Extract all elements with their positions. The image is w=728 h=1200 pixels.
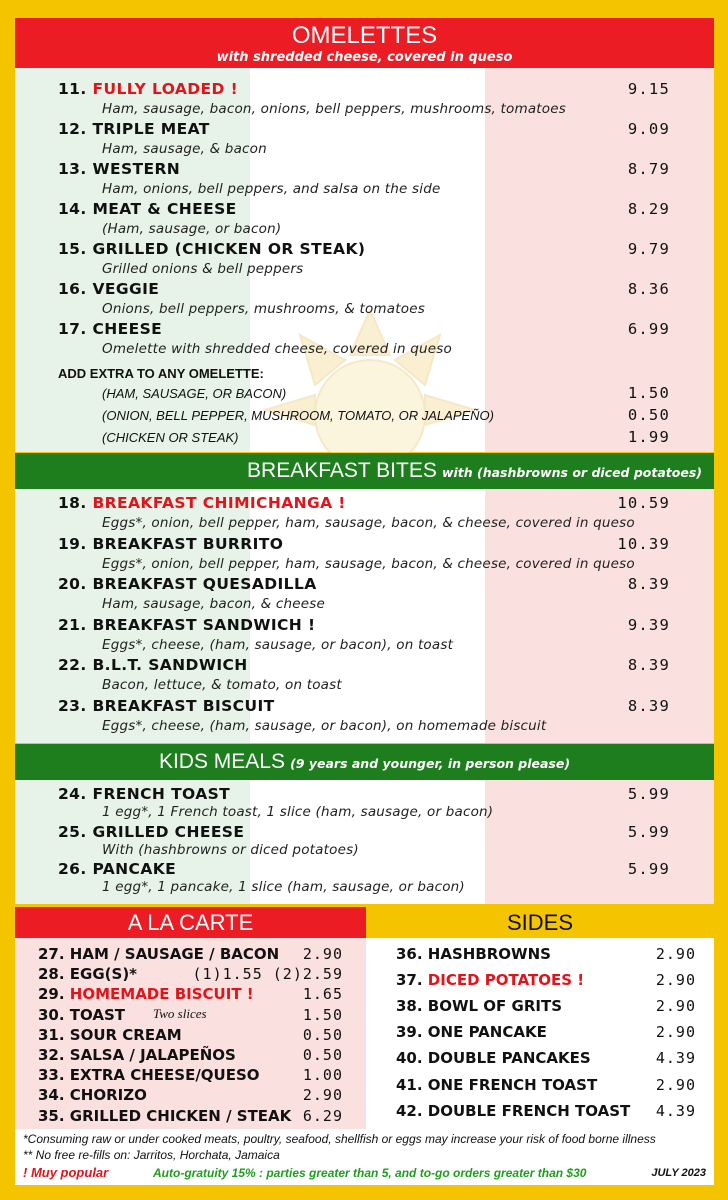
item-price: 9.09 — [627, 120, 670, 138]
extra-price: 1.99 — [627, 428, 670, 446]
footer — [15, 1129, 714, 1185]
alacarte-item-name: 29. — [38, 985, 70, 1004]
item-name — [58, 280, 159, 298]
alacarte-item-price: 1.65 — [302, 985, 343, 1004]
side-item-price: 4.39 — [655, 1049, 696, 1068]
item-number-label: 12. TRIPLE MEAT — [58, 120, 210, 138]
extra-price: 0.50 — [627, 406, 670, 424]
menu-item — [58, 656, 670, 678]
extra-option: (CHICKEN OR STEAK) — [102, 430, 239, 445]
alacarte-item-name: 32. SALSA / JALAPEÑOS — [38, 1046, 236, 1064]
item-description: Ham, sausage, bacon, onions, bell peppers, mushrooms, tomatoes — [102, 101, 566, 117]
item-name — [58, 200, 237, 218]
alacarte-item-name: 35. GRILLED CHICKEN / STEAK — [38, 1106, 292, 1125]
alacarte-item-name: 34. CHORIZO — [38, 1086, 147, 1105]
extra-price: 1.50 — [627, 384, 670, 402]
item-description: Eggs*, cheese, (ham, sausage, or bacon), on homemade biscuit — [102, 717, 547, 734]
item-name: 26. PANCAKE — [58, 860, 177, 878]
item-name: 24. FRENCH TOAST — [58, 785, 231, 803]
alacarte-item-price: 0.50 — [302, 1046, 343, 1064]
menu-item — [58, 120, 670, 142]
side-item-name: 39. ONE PANCAKE — [396, 1023, 547, 1042]
footer-date: JULY 2023 — [651, 1167, 706, 1179]
item-name — [58, 697, 275, 715]
item-name — [58, 494, 346, 512]
alacarte-item-price: 2.90 — [302, 945, 343, 963]
alacarte-item-name: 31. SOUR CREAM — [38, 1025, 182, 1044]
alacarte-popular-label: HOMEMADE BISCUIT ! — [69, 985, 254, 1004]
alacarte-title: A LA CARTE — [15, 907, 366, 938]
footer-popular: ! Muy popular — [23, 1165, 109, 1180]
alacarte-item — [38, 945, 343, 965]
item-name — [58, 575, 317, 593]
side-item — [396, 1049, 696, 1069]
item-description: Omelette with shredded cheese, covered in queso — [102, 341, 452, 357]
item-number-label: 14. MEAT & CHEESE — [58, 200, 237, 218]
alacarte-item-price: 0.50 — [302, 1025, 343, 1044]
alacarte-item-name: 27. HAM / SAUSAGE / BACON — [38, 945, 280, 963]
side-item — [396, 1076, 696, 1096]
item-price: 8.39 — [627, 696, 670, 715]
item-price: 5.99 — [627, 785, 670, 803]
alacarte-item — [38, 985, 343, 1005]
menu-item — [58, 494, 670, 516]
side-item — [396, 1023, 696, 1043]
item-number-label: 11. — [58, 80, 93, 98]
breakfast-subtitle: with (hashbrowns or diced potatoes) — [441, 465, 702, 480]
item-name — [58, 616, 315, 634]
item-name — [58, 320, 162, 338]
menu-item — [58, 240, 670, 262]
sides-title: SIDES — [366, 907, 714, 938]
item-price: 5.99 — [627, 860, 670, 878]
item-name — [58, 160, 180, 178]
side-item-price: 2.90 — [655, 971, 696, 990]
item-price: 10.59 — [617, 494, 670, 512]
alacarte-item-price: 1.00 — [302, 1066, 343, 1085]
footer-refills: ** No free re-fills on: Jarritos, Horchata, Jamaica — [23, 1148, 280, 1162]
item-name — [58, 240, 365, 258]
alacarte-item — [38, 1086, 343, 1106]
item-description: 1 egg*, 1 French toast, 1 slice (ham, sausage, or bacon) — [102, 804, 494, 820]
side-item — [396, 971, 696, 991]
item-number-label: 16. VEGGIE — [58, 280, 160, 298]
side-popular-label: DICED POTATOES ! — [427, 971, 585, 990]
menu-item — [58, 160, 670, 182]
item-price: 9.79 — [627, 240, 670, 258]
alacarte-item — [38, 1046, 343, 1066]
side-item — [396, 945, 696, 965]
item-name — [58, 535, 283, 553]
side-item-name: 42. DOUBLE FRENCH TOAST — [396, 1101, 631, 1120]
item-popular-label: FULLY LOADED ! — [92, 80, 239, 98]
item-name: 25. GRILLED CHEESE — [58, 822, 245, 841]
item-number-label: 18. — [58, 494, 93, 512]
item-description: Grilled onions & bell peppers — [102, 261, 304, 277]
alacarte-item-note: Two slices — [153, 1005, 207, 1021]
item-number-label: 22. B.L.T. SANDWICH — [58, 656, 248, 674]
item-description: Eggs*, onion, bell pepper, ham, sausage, bacon, & cheese, covered in queso — [102, 515, 635, 531]
alacarte-item-price: 6.29 — [302, 1106, 343, 1125]
breakfast-title: BREAKFAST BITES — [247, 459, 437, 482]
alacarte-item-price: 1.50 — [302, 1005, 343, 1024]
kids-title: KIDS MEALS — [158, 750, 285, 773]
item-description: Ham, sausage, bacon, & cheese — [102, 596, 325, 612]
menu-item — [58, 616, 670, 638]
side-item-name: 36. HASHBROWNS — [396, 945, 551, 963]
item-price: 8.39 — [627, 656, 670, 674]
alacarte-item — [38, 1066, 343, 1086]
item-description: With (hashbrowns or diced potatoes) — [102, 841, 359, 858]
menu-item — [58, 535, 670, 557]
side-item-price: 2.90 — [655, 1075, 696, 1094]
side-item-name: 38. BOWL OF GRITS — [396, 997, 563, 1016]
item-price: 8.79 — [627, 160, 670, 178]
item-number-label: 17. CHEESE — [58, 320, 163, 338]
menu-item — [58, 575, 670, 597]
item-price: 9.39 — [627, 615, 670, 634]
item-price: 10.39 — [617, 534, 670, 553]
item-number-label: 20. BREAKFAST QUESADILLA — [58, 575, 317, 593]
item-price: 9.15 — [627, 80, 670, 98]
alacarte-item-name: 28. EGG(S)* — [38, 965, 138, 984]
menu-item — [58, 80, 670, 102]
alacarte-item — [38, 965, 343, 985]
menu-item — [58, 697, 670, 719]
item-price: 8.39 — [627, 575, 670, 593]
extras-title: ADD EXTRA TO ANY OMELETTE: — [58, 366, 264, 381]
item-price: 6.99 — [627, 320, 670, 338]
omelettes-title: OMELETTES — [291, 22, 438, 49]
side-item-name: 41. ONE FRENCH TOAST — [396, 1075, 598, 1094]
item-description: Eggs*, cheese, (ham, sausage, or bacon), on toast — [102, 636, 454, 653]
alacarte-item-price: 2.90 — [302, 1086, 343, 1105]
item-price: 8.36 — [627, 280, 670, 298]
alacarte-item-note: (1)1.55 (2)2.59 — [192, 965, 343, 984]
side-item-name: 40. DOUBLE PANCAKES — [396, 1049, 591, 1068]
menu-item — [58, 320, 670, 342]
breakfast-header — [15, 453, 714, 489]
side-item — [396, 997, 696, 1017]
item-description: Ham, onions, bell peppers, and salsa on the side — [102, 181, 441, 197]
item-price: 8.29 — [627, 200, 670, 218]
kids-header — [15, 744, 714, 780]
item-number-label: 21. BREAKFAST SANDWICH ! — [58, 615, 316, 634]
side-item-price: 2.90 — [655, 1023, 696, 1042]
item-name — [58, 120, 210, 138]
extra-option: (ONION, BELL PEPPER, MUSHROOM, TOMATO, OR JALAPEÑO) — [102, 408, 494, 423]
side-item-price: 2.90 — [655, 945, 696, 963]
item-number-label: 19. BREAKFAST BURRITO — [58, 534, 284, 553]
alacarte-item — [38, 1107, 343, 1127]
omelettes-header — [15, 18, 714, 68]
item-description: Ham, sausage, & bacon — [102, 141, 267, 157]
menu-item — [58, 200, 670, 222]
item-number-label: 15. GRILLED (CHICKEN OR STEAK) — [58, 240, 366, 258]
side-item — [396, 1102, 696, 1122]
alacarte-item-name: 30. TOAST — [38, 1005, 126, 1024]
side-item-price: 2.90 — [655, 997, 696, 1016]
kids-subtitle: (9 years and younger, in person please) — [290, 756, 571, 771]
item-description: (Ham, sausage, or bacon) — [102, 221, 282, 237]
omelettes-subtitle: with shredded cheese, covered in queso — [216, 50, 513, 65]
sides-panel — [366, 907, 714, 1129]
item-number-label: 13. WESTERN — [58, 160, 181, 178]
footer-gratuity: Auto-gratuity 15% : parties greater than 5, and to-go orders greater than $30 — [153, 1166, 587, 1180]
item-description: Eggs*, onion, bell pepper, ham, sausage, bacon, & cheese, covered in queso — [102, 555, 635, 572]
alacarte-item-name: 33. EXTRA CHEESE/QUESO — [38, 1066, 260, 1085]
item-number-label: 23. BREAKFAST BISCUIT — [58, 696, 275, 715]
item-name — [58, 656, 248, 674]
item-name — [58, 80, 238, 98]
item-description: Onions, bell peppers, mushrooms, & tomatoes — [102, 301, 425, 317]
item-popular-label: BREAKFAST CHIMICHANGA ! — [92, 494, 346, 512]
menu-item — [58, 280, 670, 302]
alacarte-item — [38, 1026, 343, 1046]
item-description: 1 egg*, 1 pancake, 1 slice (ham, sausage, or bacon) — [102, 879, 465, 895]
item-price: 5.99 — [627, 822, 670, 841]
side-item-price: 4.39 — [655, 1101, 696, 1120]
side-item-name: 37. — [396, 971, 428, 990]
alacarte-item — [38, 1006, 343, 1026]
extra-option: (HAM, SAUSAGE, OR BACON) — [102, 386, 287, 401]
footer-warning: *Consuming raw or under cooked meats, poultry, seafood, shellfish or eggs may increase your risk of food borne illness — [23, 1132, 656, 1146]
item-description: Bacon, lettuce, & tomato, on toast — [102, 677, 342, 693]
